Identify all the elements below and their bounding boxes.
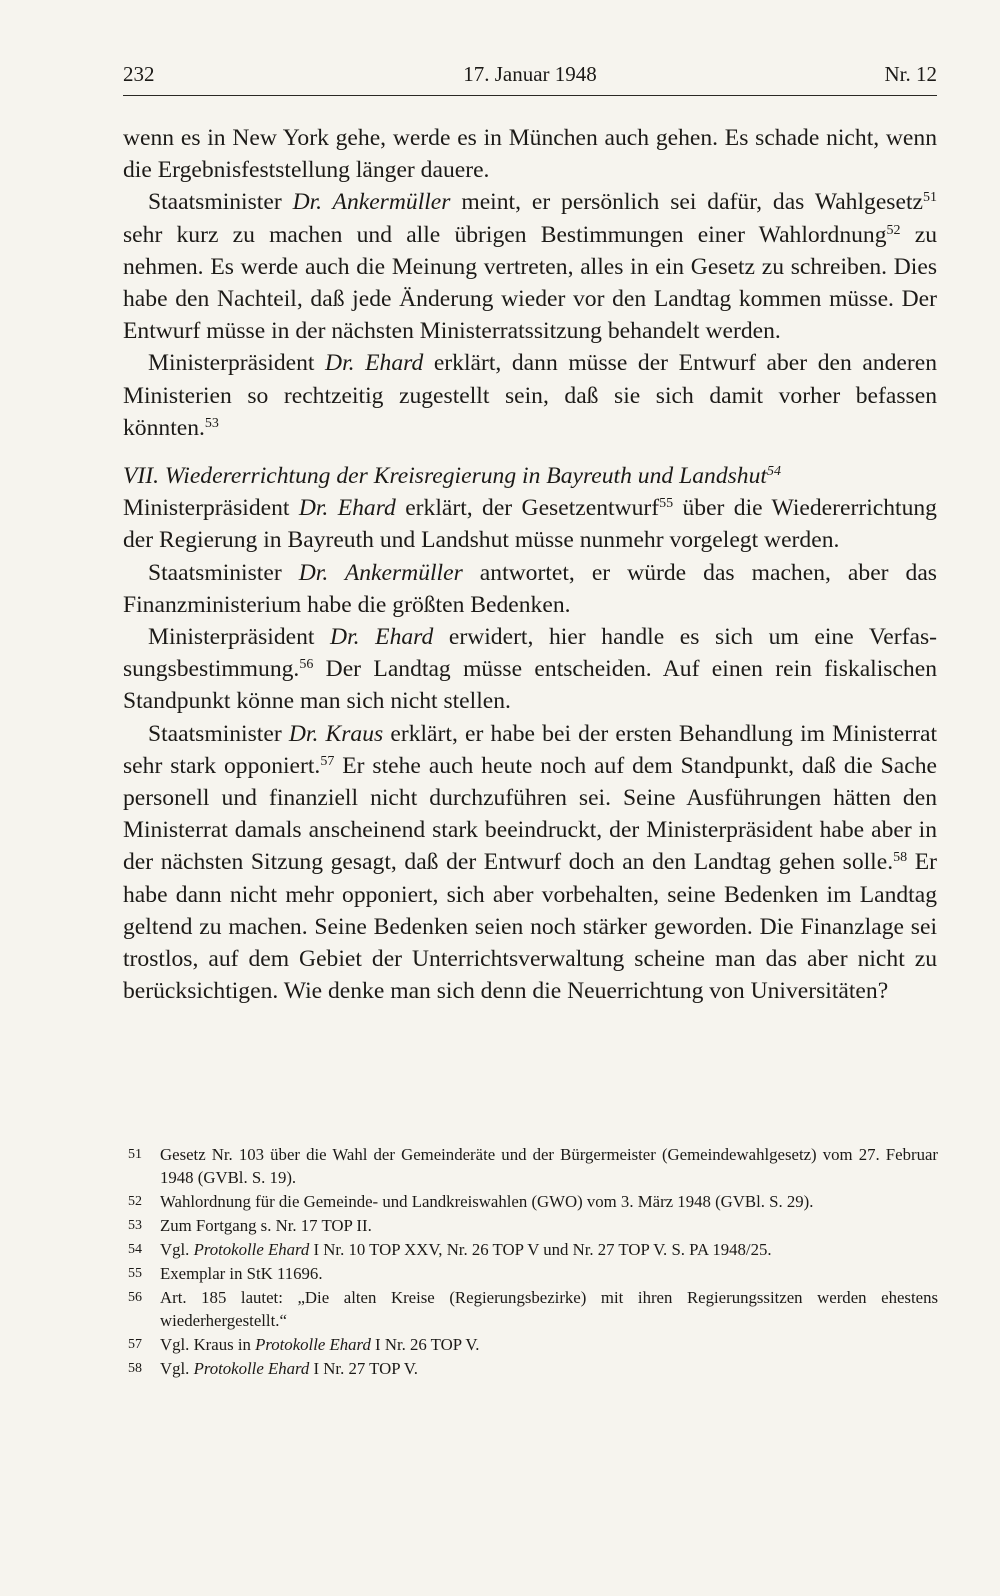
footnote-number: 58 xyxy=(128,1361,142,1376)
footnote-number: 55 xyxy=(128,1266,142,1281)
footnote: 51 Gesetz Nr. 103 über die Wahl der Gemeinderäte und der Bürgermeister (Gemeindewahlgesetz) vom 27. Februar 1948 (GVBl. S. 19). xyxy=(128,1145,938,1187)
paragraph: Staatsminister Dr. Kraus erklärt, er habe bei der ersten Behandlung im Ministerrat sehr stark opponiert.$^{57}$ Er stehe auch heute noch auf dem Standpunkt, daß die Sache personell und finanziell nicht durchzuführen sei. Seine Ausführungen hätten den Ministerrat damals anscheinend stark beeindruckt, der Ministerpräsident habe aber in der nächsten Sitzung gesagt, daß der Entwurf doch an den Landtag gehen solle.$^{58}$ Er habe dann nicht mehr opponiert, sich aber vorbehalten, seine Bedenken im Landtag geltend zu machen. Seine Bedenken seien noch stärker geworden. Die Finanzlage sei trostlos, auf dem Gebiet der Unterrichtsverwaltung scheine man das aber nicht zu berücksichtigen. Wie denke man sich denn die Neuerrichtung von Universitäten? xyxy=(123,720,937,1005)
section-heading: VII. Wiedererrichtung der Kreisregierung in Bayreuth und Landshut$^{54}$ xyxy=(123,463,781,490)
footnote: 52 Wahlordnung für die Gemeinde- und Landkreiswahlen (GWO) vom 3. März 1948 (GVBl. S. 29). xyxy=(128,1192,814,1211)
paragraph: Ministerpräsident Dr. Ehard erklärt, dann müsse der Entwurf aber den anderen Ministerien so rechtzeitig zugestellt sein, daß sie sich damit vorher befassen könnten.$^{53}$ xyxy=(123,350,938,441)
footnote-number: 54 xyxy=(128,1242,142,1257)
footnote-ref: 55 xyxy=(659,496,674,512)
footnote-number: 52 xyxy=(128,1194,142,1209)
footnote-number: 51 xyxy=(128,1147,142,1162)
footnote-ref: 56 xyxy=(299,657,314,673)
footnote-number: 53 xyxy=(128,1218,142,1233)
footnote-ref: 54 xyxy=(766,464,781,480)
header-date: 17. Januar 1948 xyxy=(463,62,597,86)
footnote-ref: 53 xyxy=(204,415,219,431)
footnote-ref: 52 xyxy=(886,222,901,238)
footnote-ref: 58 xyxy=(893,850,908,866)
paragraph: Staatsminister Dr. Ankermüller meint, er persönlich sei dafür, das Wahlgesetz$^{51}$ sehr kurz zu machen und alle übrigen Bestimmungen einer Wahlordnung$^{52}$ zu nehmen. Es werde auch die Meinung vertreten, alles in ein Gesetz zu schreiben. Dies habe den Nachteil, daß jede Änderung wieder vor den Landtag kommen müsse. Der Entwurf müsse in der nächsten Ministerratssitzung behandelt werden. xyxy=(123,189,937,345)
header-rule xyxy=(123,95,937,96)
speaker-name: Ehard xyxy=(359,624,434,651)
footnote: 54 Vgl. Protokolle Ehard I Nr. 10 TOP XXV, Nr. 26 TOP V und Nr. 27 TOP V. S. PA 1948/25. xyxy=(128,1240,772,1259)
speaker-name: Ankermüller xyxy=(322,189,451,216)
footnote: 55 Exemplar in StK 11696. xyxy=(128,1264,323,1283)
footnote: 57 Vgl. Kraus in Protokolle Ehard I Nr. 26 TOP V. xyxy=(128,1335,480,1354)
footnote: 58 Vgl. Protokolle Ehard I Nr. 27 TOP V. xyxy=(128,1359,418,1378)
page-number: 232 xyxy=(123,62,155,86)
paragraph: Ministerpräsident Dr. Ehard erwidert, hier handle es sich um eine Verfassungsbestimmung.$^{56}$ Der Landtag müsse entscheiden. Auf einen rein fiskalischen Standpunkt könne man sich nicht stellen. xyxy=(123,624,937,715)
footnote: 56 Art. 185 lautet: „Die alten Kreise (Regierungsbezirke) mit ihren Regierungssitzen werden ehestens wiederhergestellt.“ xyxy=(128,1288,938,1330)
paragraph: wenn es in New York gehe, werde es in München auch gehen. Es schade nicht, wenn die Ergebnisfeststellung länger dauere. xyxy=(123,125,937,184)
footnote: 53 Zum Fortgang s. Nr. 17 TOP II. xyxy=(128,1216,372,1235)
running-header xyxy=(123,62,937,92)
speaker-name: Ehard xyxy=(328,495,396,522)
footnote-number: 57 xyxy=(128,1337,142,1352)
paragraph: Ministerpräsident Dr. Ehard erklärt, der Gesetzentwurf$^{55}$ über die Wiedererrichtung der Regierung in Bayreuth und Landshut müsse nunmehr vorgelegt werden. xyxy=(123,495,937,554)
issue-number: Nr. 12 xyxy=(884,62,937,86)
footnote-ref: 51 xyxy=(922,190,937,206)
footnote-number: 56 xyxy=(128,1290,142,1305)
speaker-name: Ankermüller xyxy=(328,559,463,586)
footnote-ref: 57 xyxy=(320,753,335,769)
speaker-name: Ehard xyxy=(354,350,424,377)
paragraph: Staatsminister Dr. Ankermüller antwortet, er würde das machen, aber das Finanzministerium habe die größten Bedenken. xyxy=(123,559,937,618)
main-text xyxy=(123,122,937,1007)
speaker-name: Kraus xyxy=(318,720,384,747)
footnotes xyxy=(128,1143,938,1381)
